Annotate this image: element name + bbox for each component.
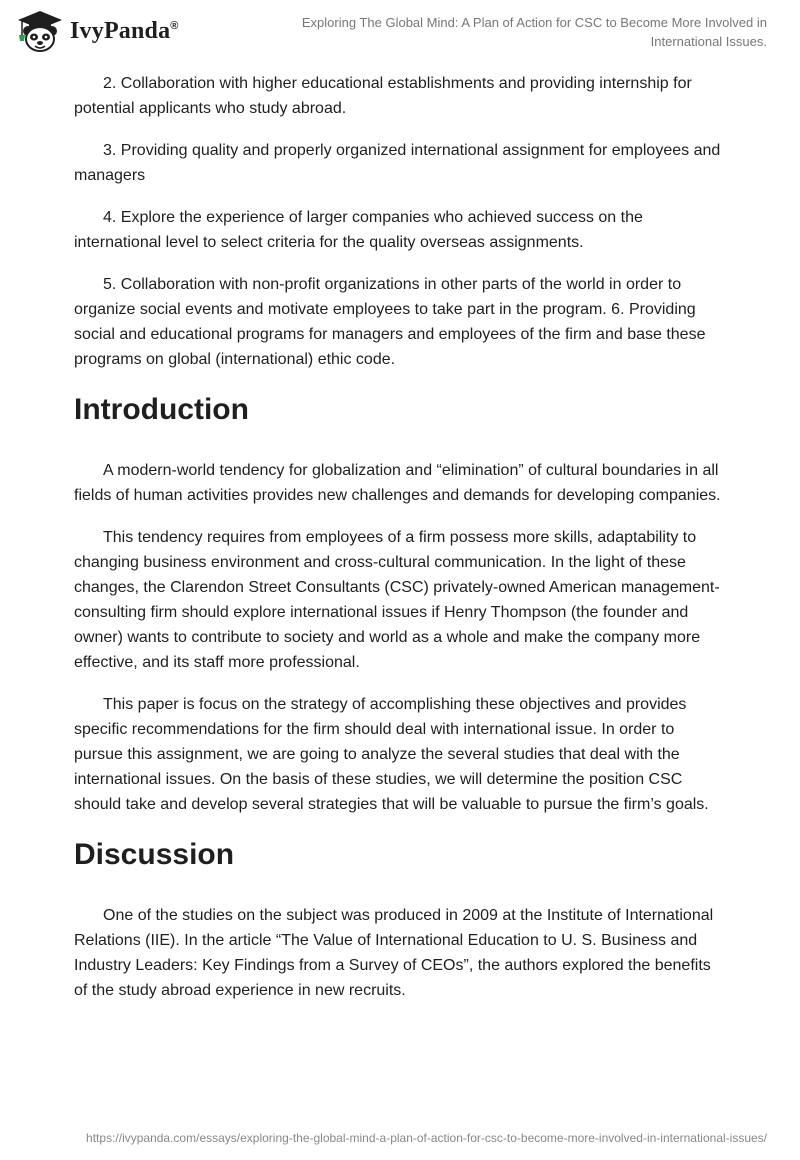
source-url[interactable]: https://ivypanda.com/essays/exploring-the-global-mind-a-plan-of-action-for-csc-to-become-more-involved-in-international-issues/ <box>86 1131 767 1145</box>
discussion-heading: Discussion <box>74 838 235 871</box>
panda-graduate-icon <box>16 9 64 53</box>
list-item: 5. Collaboration with non-profit organizations in other parts of the world in order to organize social events and motivate employees to take part in the program. 6. Providing social and educational programs for managers and employees of the firm and base these programs on global (international) ethic code. <box>74 276 706 368</box>
brand-logo[interactable] <box>16 9 179 53</box>
list-item: 4. Explore the experience of larger companies who achieved success on the international level to select criteria for the quality overseas assignments. <box>74 209 643 251</box>
paragraph: This tendency requires from employees of a firm possess more skills, adaptability to changing business environment and cross-cultural communication. In the light of these changes, the Clarendon Street Consultants (CSC) privately-owned American management-consulting firm should explore international issues if Henry Thompson (the founder and owner) wants to contribute to society and world as a whole and make the company more effective, and its staff more professional. <box>74 529 720 671</box>
article-body <box>74 71 726 1020</box>
list-item: 2. Collaboration with higher educational establishments and providing internship for potential applicants who study abroad. <box>74 75 692 117</box>
page-header <box>0 0 800 60</box>
list-item: 3. Providing quality and properly organized international assignment for employees and managers <box>74 142 721 184</box>
introduction-heading: Introduction <box>74 393 249 426</box>
paragraph: This paper is focus on the strategy of accomplishing these objectives and provides specific recommendations for the firm should deal with international issue. In order to pursue this assignment, we are going to analyze the several studies that deal with the international issues. On the basis of these studies, we will determine the position CSC should take and develop several strategies that will be valuable to pursue the firm’s goals. <box>74 696 709 813</box>
paragraph: A modern-world tendency for globalization and “elimination” of cultural boundaries in all fields of human activities provides new challenges and demands for developing companies. <box>74 462 721 504</box>
document-title: Exploring The Global Mind: A Plan of Action for CSC to Become More Involved in International Issues. <box>301 15 767 49</box>
brand-name: IvyPanda® <box>70 17 179 44</box>
paragraph: One of the studies on the subject was produced in 2009 at the Institute of International Relations (IIE). In the article “The Value of International Education to U. S. Business and Industry Leaders: Key Findings from a Survey of CEOs”, the authors explored the benefits of the study abroad experience in new recruits. <box>74 907 714 999</box>
